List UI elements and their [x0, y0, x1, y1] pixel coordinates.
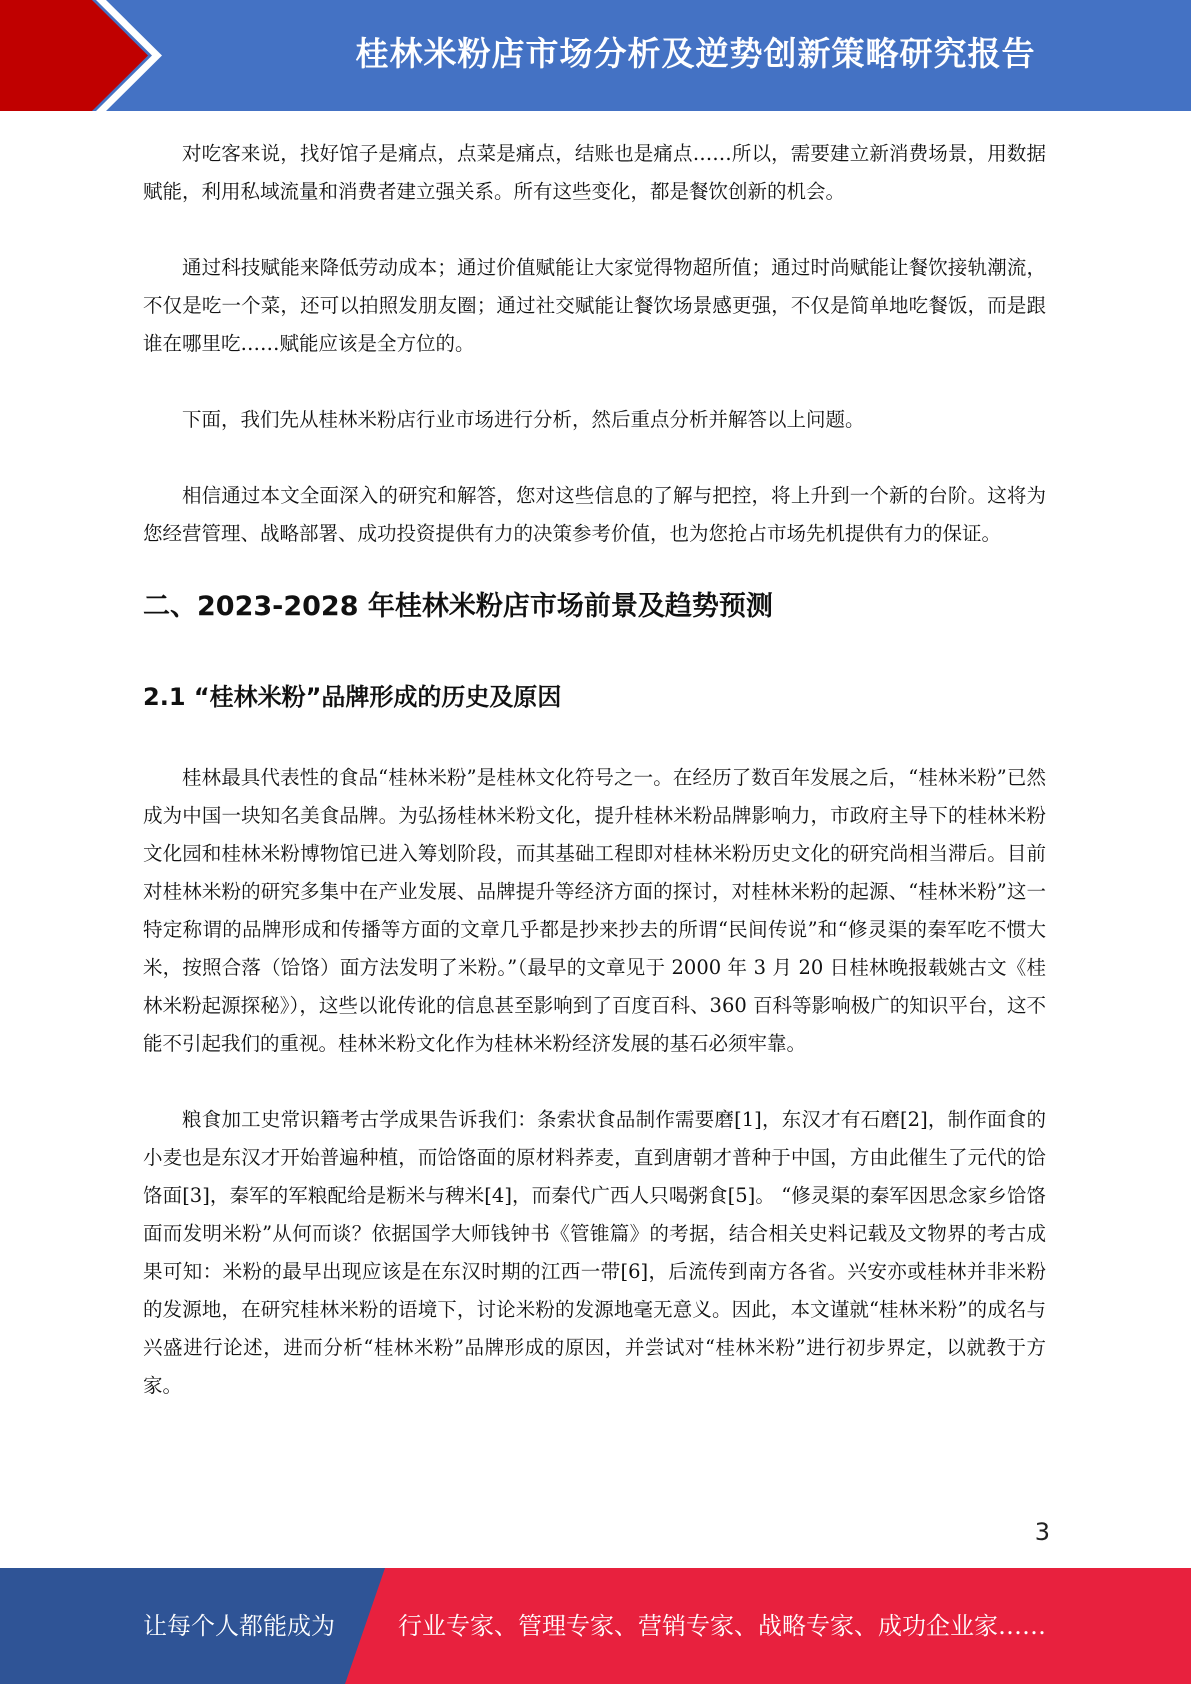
footer-slogan-left: 让每个人都能成为 [143, 1612, 335, 1640]
subsection-heading: 2.1 “桂林米粉”品牌形成的历史及原因 [143, 683, 562, 711]
footer-slogan-right: 行业专家、管理专家、营销专家、战略专家、成功企业家…… [398, 1612, 1046, 1640]
header-arrow-decoration [0, 0, 200, 111]
paragraph: 下面，我们先从桂林米粉店行业市场进行分析，然后重点分析并解答以上问题。 [182, 408, 865, 431]
paragraph: 通过科技赋能来降低劳动成本；通过价值赋能让大家觉得物超所值；通过时尚赋能让餐饮接轨潮流，不仅是吃一个菜，还可以拍照发朋友圈；通过社交赋能让餐饮场景感更强，不仅是简单地吃餐饭，而是跟谁在哪里吃……赋能应该是全方位的。 [143, 256, 1046, 355]
section-heading: 二、2023-2028 年桂林米粉店市场前景及趋势预测 [143, 591, 773, 622]
paragraph: 粮食加工史常识籍考古学成果告诉我们：条索状食品制作需要磨[1]，东汉才有石磨[2]，制作面食的小麦也是东汉才开始普遍种植，而饸饹面的原材料荞麦，直到唐朝才普种于中国，方由此催生了元代的饸饹面[3]，秦军的军粮配给是粝米与稗米[4]，而秦代广西人只喝粥食[5]。 “修灵渠的秦军因思念家乡饸饹面而发明米粉”从何而谈？依据国学大师钱钟书《管锥篇》的考据，结合相关史料记载及文物界的考古成果可知：米粉的最早出现应该是在东汉时期的江西一带[6]，后流传到南方各省。兴安亦或桂林并非米粉的发源地，在研究桂林米粉的语境下，讨论米粉的发源地毫无意义。因此，本文谨就“桂林米粉”的成名与兴盛进行论述，进而分析“桂林米粉”品牌形成的原因，并尝试对“桂林米粉”进行初步界定，以就教于方家。 [143, 1108, 1046, 1397]
page-header [0, 0, 1191, 111]
page-footer [0, 1568, 1191, 1684]
document-body [143, 135, 1046, 1405]
header-title: 桂林米粉店市场分析及逆势创新策略研究报告 [355, 34, 1036, 73]
paragraph: 桂林最具代表性的食品“桂林米粉”是桂林文化符号之一。在经历了数百年发展之后，“桂林米粉”已然成为中国一块知名美食品牌。为弘扬桂林米粉文化，提升桂林米粉品牌影响力，市政府主导下的桂林米粉文化园和桂林米粉博物馆已进入筹划阶段，而其基础工程即对桂林米粉历史文化的研究尚相当滞后。目前对桂林米粉的研究多集中在产业发展、品牌提升等经济方面的探讨，对桂林米粉的起源、“桂林米粉”这一特定称谓的品牌形成和传播等方面的文章几乎都是抄来抄去的所谓“民间传说”和“修灵渠的秦军吃不惯大米，按照合落（饸饹）面方法发明了米粉。”（最早的文章见于 2000 年 3 月 20 日桂林晚报载姚古文《桂林米粉起源探秘》），这些以讹传讹的信息甚至影响到了百度百科、360 百科等影响极广的知识平台，这不能不引起我们的重视。桂林米粉文化作为桂林米粉经济发展的基石必须牢靠。 [143, 766, 1046, 1055]
paragraph: 对吃客来说，找好馆子是痛点，点菜是痛点，结账也是痛点……所以，需要建立新消费场景，用数据赋能，利用私域流量和消费者建立强关系。所有这些变化，都是餐饮创新的机会。 [143, 142, 1046, 203]
page-number: 3 [1034, 1518, 1050, 1546]
paragraph: 相信通过本文全面深入的研究和解答，您对这些信息的了解与把控，将上升到一个新的台阶。这将为您经营管理、战略部署、成功投资提供有力的决策参考价值，也为您抢占市场先机提供有力的保证。 [143, 484, 1046, 545]
